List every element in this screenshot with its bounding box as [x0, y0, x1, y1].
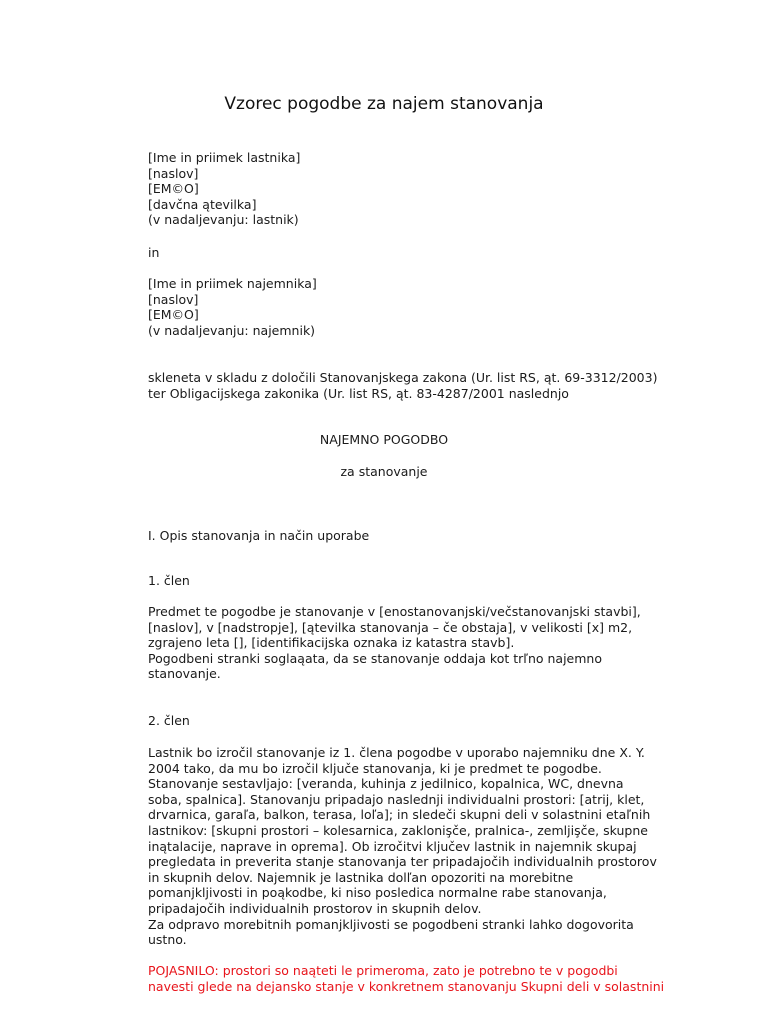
article1-heading-block: [148, 573, 648, 589]
concluded-line-2: ter Obligacijskega zakonika (Ur. list RS, ąt. 83-4287/2001 naslednjo: [148, 385, 569, 401]
tenant-block: [148, 276, 648, 338]
document-title: Vzorec pogodbe za najem stanovanja: [224, 94, 544, 114]
article1-heading: 1. člen: [148, 573, 190, 588]
article2-line-1: Lastnik bo izročil stanovanje iz 1. člena pogodbe v uporabo najemniku dne X. Y.: [148, 745, 645, 760]
article2-line-10: pomanjkljivosti in poąkodbe, ki niso posledica normalne rabe stanovanja,: [148, 885, 607, 901]
tenant-designation: (v nadaljevanju: najemnik): [148, 322, 316, 338]
concluded-line-1: skleneta v skladu z določili Stanovanjskega zakona (Ur. list RS, ąt. 69-3312/2003): [148, 370, 658, 385]
landlord-address: [naslov]: [148, 165, 199, 181]
article1-line-2: [naslov], v [nadstropje], [ątevilka stanovanja – če obstaja], v velikosti [x] m2,: [148, 619, 633, 635]
article1-line-5: stanovanje.: [148, 666, 221, 682]
article2-paragraph: [148, 745, 657, 948]
contract-heading: NAJEMNO POGODBO: [319, 432, 449, 447]
note-line-1: POJASNILO: prostori so naąteti le primeroma, zato je potrebno te v pogodbi: [148, 963, 618, 978]
article1-paragraph: [148, 604, 648, 682]
landlord-block: [148, 150, 648, 228]
contract-subheading: za stanovanje: [340, 464, 428, 479]
section1-heading: I. Opis stanovanja in način uporabe: [148, 528, 370, 543]
article2-line-2: 2004 tako, da mu bo izročil ključe stanovanja, ki je predmet te pogodbe.: [148, 760, 602, 776]
article1-line-1: Predmet te pogodbe je stanovanje v [enostanovanjski/večstanovanjski stavbi],: [148, 604, 641, 619]
article2-line-9: in skupnih delov. Najemnik je lastnika dolľan opozoriti na morebitne: [148, 869, 574, 885]
landlord-name: [Ime in priimek lastnika]: [148, 150, 301, 165]
note-line-2: navesti glede na dejansko stanje v konkretnem stanovanju Skupni deli v solastnini: [148, 978, 665, 994]
article1-line-4: Pogodbeni stranki soglaąata, da se stanovanje oddaja kot trľno najemno: [148, 650, 602, 666]
article2-line-3: Stanovanje sestavljajo: [veranda, kuhinja z jedilnico, kopalnica, WC, dnevna: [148, 776, 624, 792]
article2-line-5: drvarnica, garaľa, balkon, terasa, loľa]; in sledeči skupni deli v solastnini etaľnih: [148, 807, 651, 823]
article2-line-6: lastnikov: [skupni prostori – kolesarnica, zaklonişče, pralnica-, zemljişče, skupne: [148, 822, 648, 838]
article2-line-12: Za odpravo morebitnih pomanjkljivosti se pogodbeni stranki lahko dogovorita: [148, 916, 634, 932]
article2-line-8: pregledata in preverita stanje stanovanja ter pripadajočih individualnih prostorov: [148, 854, 657, 870]
article2-line-13: ustno.: [148, 932, 187, 948]
concluded-block: [148, 370, 658, 401]
article2-line-4: soba, spalnica]. Stanovanju pripadajo naslednji individualni prostori: [atrij, klet,: [148, 791, 645, 807]
tenant-name: [Ime in priimek najemnika]: [148, 276, 317, 291]
landlord-emso: [EM©O]: [148, 181, 199, 197]
landlord-designation: (v nadaljevanju: lastnik): [148, 212, 299, 228]
tenant-address: [naslov]: [148, 291, 199, 307]
conjunction-block: [148, 245, 648, 261]
article2-line-11: pripadajočih individualnih prostorov in skupnih delov.: [148, 900, 482, 916]
article2-heading: 2. člen: [148, 713, 190, 728]
article2-heading-block: [148, 713, 648, 729]
section1-heading-block: [148, 528, 648, 544]
article2-line-7: inątalacije, naprave in oprema]. Ob izročitvi ključev lastnik in najemnik skupaj: [148, 838, 637, 854]
article1-line-3: zgrajeno leta [], [identifikacijska oznaka iz katastra stavb].: [148, 635, 515, 651]
tenant-emso: [EM©O]: [148, 307, 199, 323]
explanation-note: [148, 963, 665, 994]
conjunction-text: in: [148, 245, 160, 260]
landlord-tax-number: [davčna ątevilka]: [148, 196, 257, 212]
